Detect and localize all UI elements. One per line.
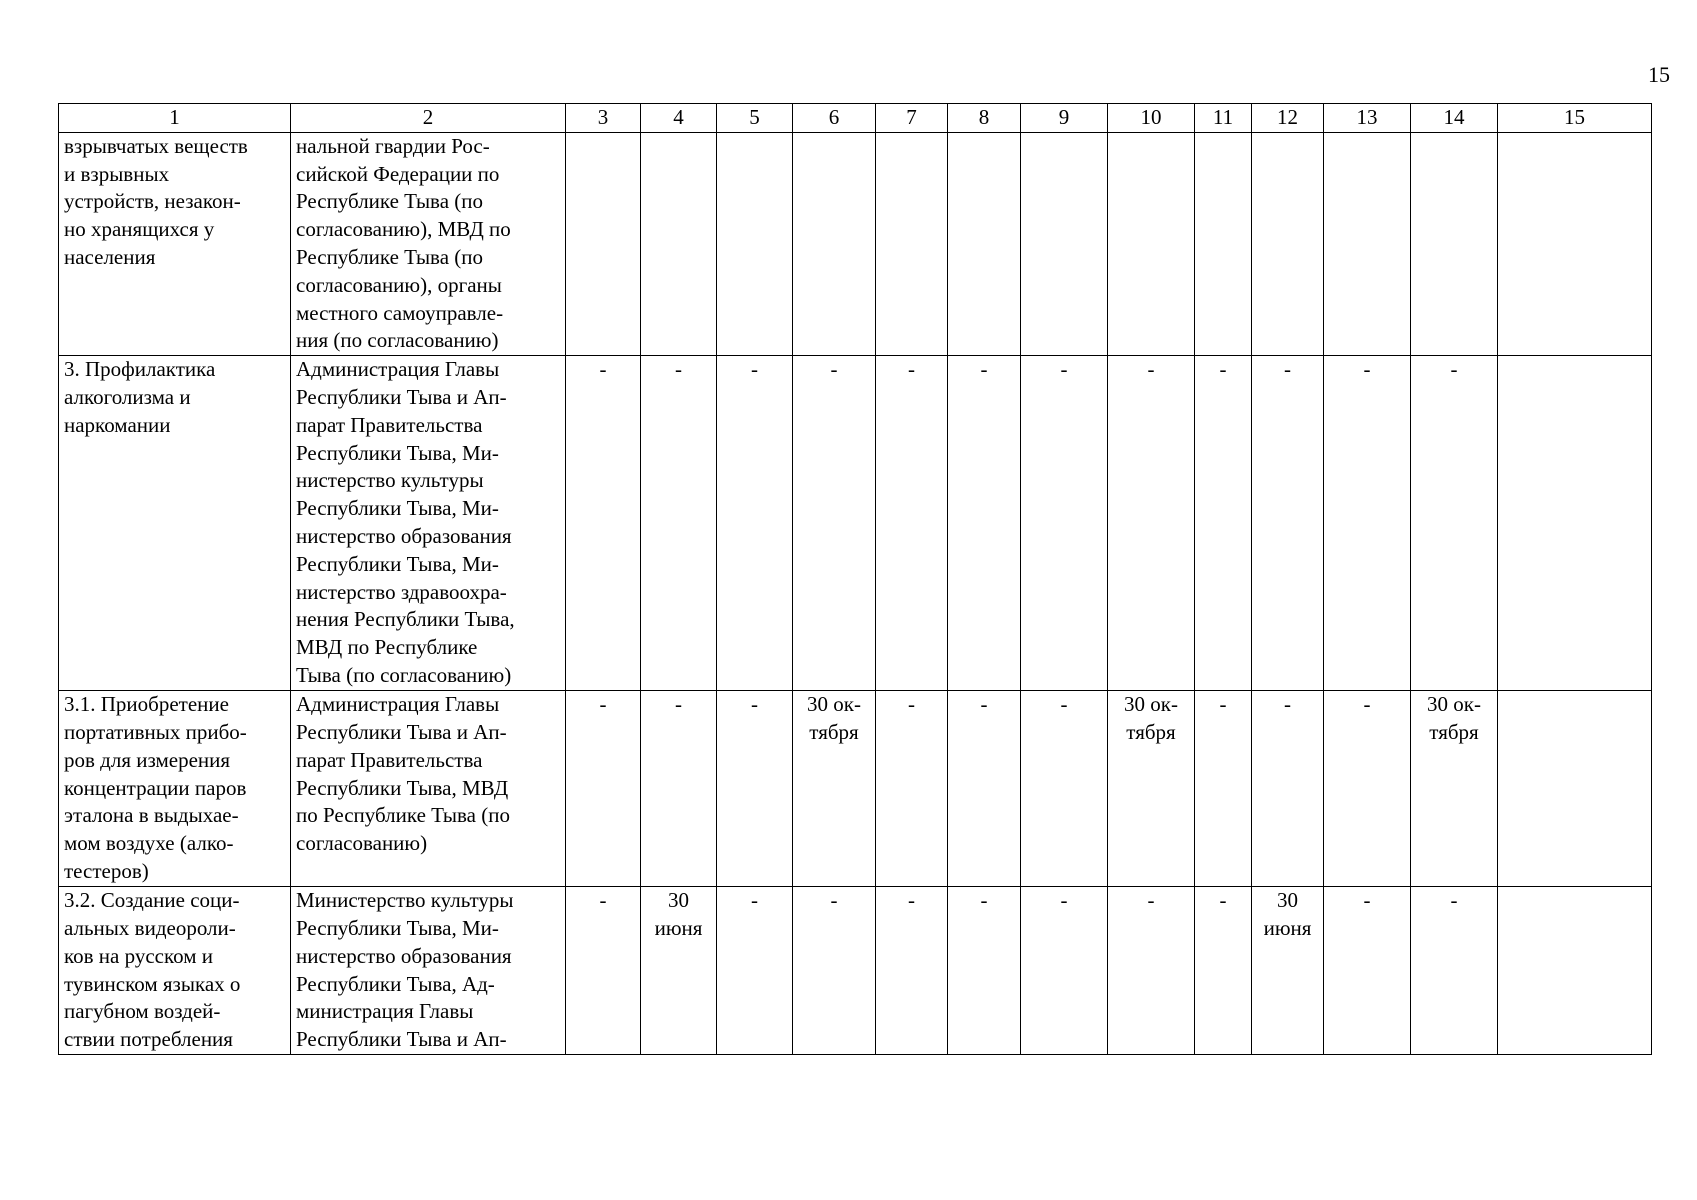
value-cell: - (948, 887, 1021, 1055)
value-cell: - (1195, 691, 1252, 887)
value-cell: - (1252, 691, 1324, 887)
value-cell: - (717, 691, 793, 887)
value-cell (1411, 132, 1498, 355)
value-cell: 30 ок- тября (1108, 691, 1195, 887)
value-cell: - (1324, 356, 1411, 691)
executor-cell: Администрация Главы Республики Тыва и Ап- парат Правительства Республики Тыва, Ми- нистерство культуры Республики Тыва, Ми- нистерство образования Республики Тыва, Ми- нистерство здравоохра- нения Республики Тыва, МВД по Республике Тыва (по согласованию) (291, 356, 566, 691)
value-cell (948, 132, 1021, 355)
value-cell: - (876, 887, 948, 1055)
value-cell: - (1108, 887, 1195, 1055)
value-cell: - (566, 356, 641, 691)
value-cell (1021, 132, 1108, 355)
value-cell (793, 132, 876, 355)
value-cell: - (793, 887, 876, 1055)
value-cell: 30 июня (1252, 887, 1324, 1055)
column-header: 11 (1195, 104, 1252, 133)
value-cell (1498, 132, 1652, 355)
value-cell: - (1195, 887, 1252, 1055)
activity-name-cell: 3.1. Приобретение портативных прибо- ров для измерения концентрации паров эталона в выдыхае- мом воздухе (алко- тестеров) (59, 691, 291, 887)
activity-name-cell: 3.2. Создание соци- альных видеороли- ков на русском и тувинском языках о пагубном воздей- ствии потребления (59, 887, 291, 1055)
value-cell: 30 ок- тября (1411, 691, 1498, 887)
column-header: 4 (641, 104, 717, 133)
value-cell: - (1324, 887, 1411, 1055)
value-cell: - (566, 887, 641, 1055)
column-header: 12 (1252, 104, 1324, 133)
value-cell (641, 132, 717, 355)
value-cell: - (1411, 887, 1498, 1055)
value-cell: - (717, 356, 793, 691)
column-header: 10 (1108, 104, 1195, 133)
value-cell: - (1195, 356, 1252, 691)
executor-cell: нальной гвардии Рос- сийской Федерации по Республике Тыва (по согласованию), МВД по Республике Тыва (по согласованию), органы местного самоуправле- ния (по согласованию) (291, 132, 566, 355)
value-cell: - (948, 356, 1021, 691)
column-header: 1 (59, 104, 291, 133)
column-header: 3 (566, 104, 641, 133)
table-row (59, 356, 1652, 691)
column-header: 7 (876, 104, 948, 133)
value-cell: - (1324, 691, 1411, 887)
column-header: 2 (291, 104, 566, 133)
value-cell: 30 июня (641, 887, 717, 1055)
value-cell: - (1252, 356, 1324, 691)
activity-name-cell: взрывчатых веществ и взрывных устройств, незакон- но хранящихся у населения (59, 132, 291, 355)
value-cell (1498, 887, 1652, 1055)
value-cell: - (793, 356, 876, 691)
value-cell: - (717, 887, 793, 1055)
value-cell (1324, 132, 1411, 355)
value-cell: - (641, 691, 717, 887)
value-cell: - (566, 691, 641, 887)
column-header: 14 (1411, 104, 1498, 133)
value-cell: - (1021, 887, 1108, 1055)
activity-name-cell: 3. Профилактика алкоголизма и наркомании (59, 356, 291, 691)
value-cell: - (1108, 356, 1195, 691)
table-row (59, 132, 1652, 355)
column-header: 8 (948, 104, 1021, 133)
column-number-header-row (59, 104, 1652, 133)
value-cell: - (948, 691, 1021, 887)
value-cell: - (1021, 356, 1108, 691)
executor-cell: Администрация Главы Республики Тыва и Ап- парат Правительства Республики Тыва, МВД по Республике Тыва (по согласованию) (291, 691, 566, 887)
value-cell (717, 132, 793, 355)
value-cell: - (1411, 356, 1498, 691)
column-header: 5 (717, 104, 793, 133)
value-cell (1108, 132, 1195, 355)
value-cell (1252, 132, 1324, 355)
executor-cell: Министерство культуры Республики Тыва, Ми- нистерство образования Республики Тыва, Ад- министрация Главы Республики Тыва и Ап- (291, 887, 566, 1055)
table-row (59, 887, 1652, 1055)
value-cell: - (876, 691, 948, 887)
column-header: 15 (1498, 104, 1652, 133)
value-cell (566, 132, 641, 355)
value-cell (1498, 691, 1652, 887)
value-cell: - (641, 356, 717, 691)
value-cell: - (1021, 691, 1108, 887)
column-header: 6 (793, 104, 876, 133)
value-cell (876, 132, 948, 355)
value-cell: - (876, 356, 948, 691)
page-number: 15 (1648, 62, 1670, 87)
schedule-table (58, 103, 1652, 1055)
column-header: 9 (1021, 104, 1108, 133)
value-cell (1498, 356, 1652, 691)
value-cell (1195, 132, 1252, 355)
column-header: 13 (1324, 104, 1411, 133)
value-cell: 30 ок- тября (793, 691, 876, 887)
table-row (59, 691, 1652, 887)
